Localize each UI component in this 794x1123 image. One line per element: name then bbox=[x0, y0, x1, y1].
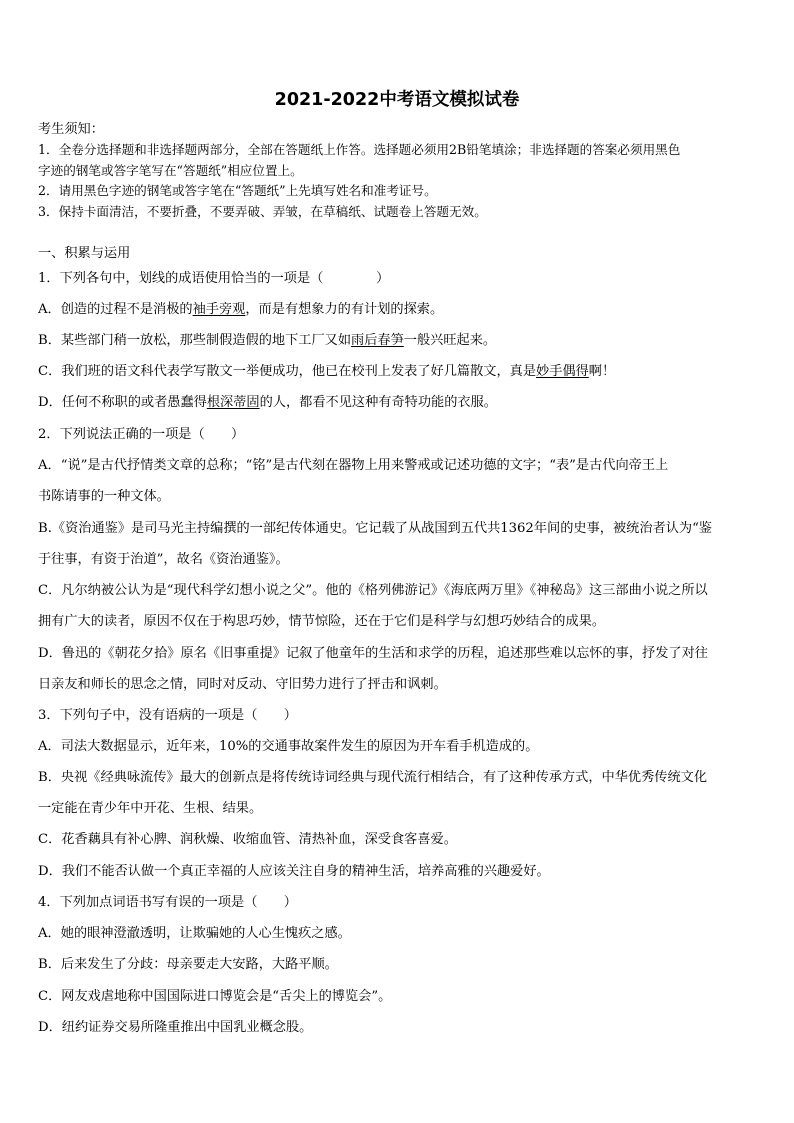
q1-a-text: A．创造的过程不是消极的 bbox=[38, 302, 193, 317]
q2-option-a-cont: 书陈请事的一种文体。 bbox=[38, 489, 170, 504]
q2-option-a: A．“说”是古代抒情类文章的总称；“铭”是古代刻在器物上用来警戒或记述功德的文字；“表”是古代向帝王上 bbox=[38, 458, 669, 473]
q1-c-text-post: 啊！ bbox=[588, 364, 616, 379]
q2-option-d: D．鲁迅的《朝花夕拾》原名《旧事重提》记叙了他童年的生活和求学的历程，追述那些难以忘怀的事，抒发了对往 bbox=[38, 646, 708, 661]
q2-stem: 2．下列说法正确的一项是（ ） bbox=[38, 427, 245, 442]
q1-b-text: B．某些部门稍一放松，那些制假造假的地下工厂又如 bbox=[38, 333, 352, 348]
q1-c-underlined: 妙手偶得 bbox=[536, 364, 589, 379]
q3-option-b: B．央视《经典咏流传》最大的创新点是将传统诗词经典与现代流行相结合，有了这种传承方式，中华优秀传统文化 bbox=[38, 770, 708, 785]
notice-item-2: 2．请用黑色字迹的钢笔或答字笔在“答题纸”上先填写姓名和准考证号。 bbox=[38, 183, 437, 198]
q1-d-text: D．任何不称职的或者愚蠢得 bbox=[38, 395, 207, 410]
q3-option-a: A．司法大数据显示，近年来，10%的交通事故案件发生的原因为开车看手机造成的。 bbox=[38, 739, 539, 754]
notice-item-1-cont: 字迹的钢笔或答字笔写在“答题纸”相应位置上。 bbox=[38, 163, 303, 178]
q3-option-c: C．花香藕具有补心脾、润秋燥、收缩血管、清热补血，深受食客喜爱。 bbox=[38, 832, 457, 847]
q1-option-c bbox=[38, 363, 760, 381]
q4-stem: 4．下列加点词语书写有误的一项是（ ） bbox=[38, 895, 297, 910]
q1-a-underlined: 袖手旁观 bbox=[192, 302, 246, 317]
q1-b-underlined: 雨后春笋 bbox=[351, 333, 404, 348]
q1-option-d bbox=[38, 394, 760, 412]
q2-option-c: C．凡尔纳被公认为是“现代科学幻想小说之父”。他的《格列佛游记》《海底两万里》《神秘岛》这三部曲小说之所以 bbox=[38, 583, 708, 598]
q2-option-b: B.《资治通鉴》是司马光主持编撰的一部纪传体通史。它记载了从战国到五代共1362年间的史事，被统治者认为“鉴 bbox=[38, 521, 712, 536]
notice-heading: 考生须知： bbox=[38, 122, 104, 137]
q2-option-d-cont: 日亲友和师长的思念之情，同时对反动、守旧势力进行了抨击和讽刺。 bbox=[38, 677, 447, 692]
q1-option-a bbox=[38, 301, 760, 319]
q4-option-d: D．纽约证券交易所隆重推出中国乳业概念股。 bbox=[38, 1020, 313, 1035]
q1-d-text-post: 的人，都看不见这种有奇特功能的衣服。 bbox=[259, 395, 497, 410]
notice-item-3: 3．保持卡面清洁，不要折叠，不要弄破、弄皱，在草稿纸、试题卷上答题无效。 bbox=[38, 204, 487, 219]
q1-b-text-post: 一般兴旺起来。 bbox=[403, 333, 497, 348]
q3-option-b-cont: 一定能在青少年中开花、生根、结果。 bbox=[38, 801, 263, 816]
q1-option-b bbox=[38, 332, 760, 350]
q1-d-underlined: 根深蒂固 bbox=[206, 395, 260, 410]
q1-c-text: C．我们班的语文科代表学写散文一举便成功，他已在校刊上发表了好几篇散文，真是 bbox=[38, 364, 537, 379]
notice-item-1: 1．全卷分选择题和非选择题两部分，全部在答题纸上作答。选择题必须用2B铅笔填涂；非选择题的答案必须用黑色 bbox=[38, 142, 681, 157]
q2-option-b-cont: 于往事，有资于治道”，故名《资治通鉴》。 bbox=[38, 552, 289, 567]
q1-a-text-post: ，而是有想象力的有计划的探索。 bbox=[245, 302, 444, 317]
q2-option-c-cont: 拥有广大的读者，原因不仅在于构思巧妙，情节惊险，还在于它们是科学与幻想巧妙结合的成果。 bbox=[38, 614, 606, 629]
q3-option-d: D．我们不能否认做一个真正幸福的人应该关注自身的精神生活，培养高雅的兴趣爱好。 bbox=[38, 864, 550, 879]
q3-stem: 3．下列句子中，没有语病的一项是（ ） bbox=[38, 708, 297, 723]
q4-option-c: C．网友戏虐地称中国国际进口博览会是“舌尖上的博览会”。 bbox=[38, 989, 392, 1004]
exam-title: 2021-2022中考语文模拟试卷 bbox=[274, 90, 520, 110]
q1-stem: 1．下列各句中，划线的成语使用恰当的一项是（ ） bbox=[38, 271, 390, 286]
q4-option-a: A．她的眼神澄澈透明，让欺骗她的人心生愧疚之感。 bbox=[38, 926, 351, 941]
q4-option-b: B．后来发生了分歧：母亲要走大安路，大路平顺。 bbox=[38, 957, 338, 972]
section-heading: 一、积累与运用 bbox=[38, 246, 131, 261]
